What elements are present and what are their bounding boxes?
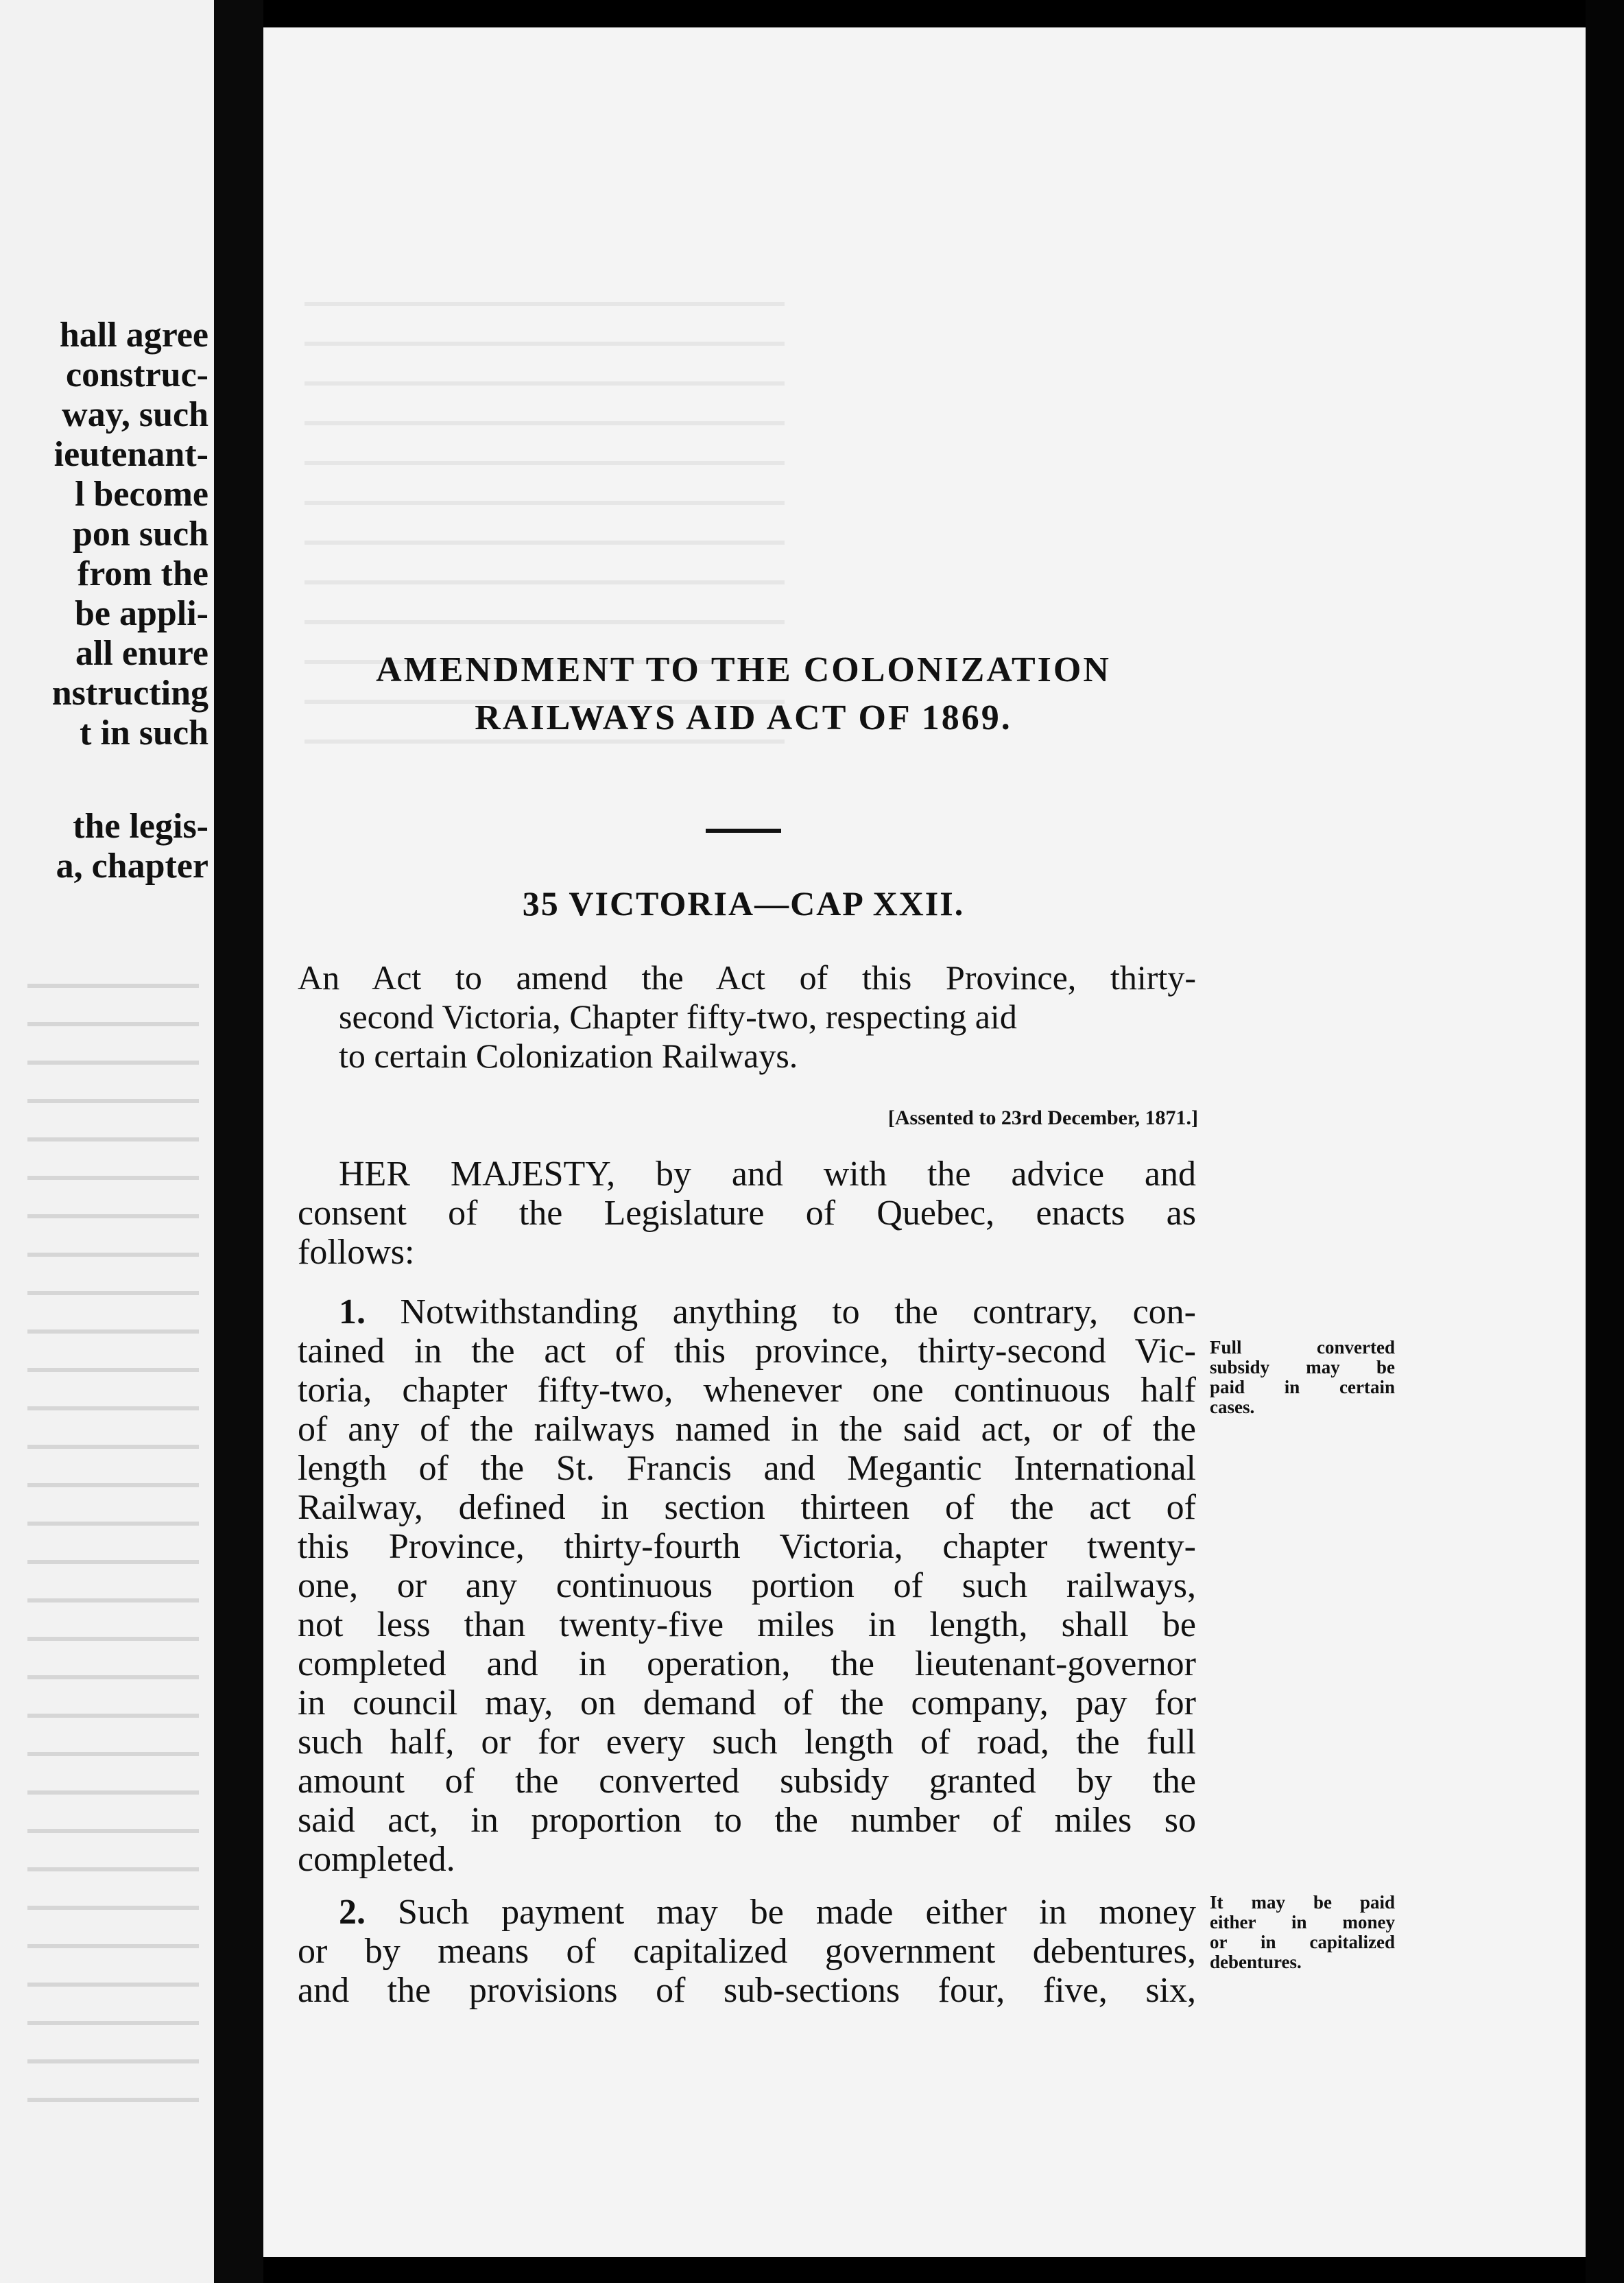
text-line: Notwithstanding anything to the contrary, con-	[400, 1292, 1197, 1332]
section-number: 2.	[339, 1893, 366, 1932]
text-line: length of the St. Francis and Megantic International	[298, 1449, 1196, 1488]
text-line: follows:	[298, 1233, 415, 1272]
assent-date: [Assented to 23rd December, 1871.]	[887, 1107, 1198, 1129]
text-line: to certain Colonization Railways.	[339, 1037, 798, 1075]
section-1-first-line	[298, 1292, 1196, 1332]
text-line: the legis-	[73, 807, 208, 846]
text-line: said act, in proportion to the number of miles so	[298, 1801, 1196, 1840]
text-line: An Act to amend the Act of this Province, thirty-	[298, 958, 1196, 997]
text-line: nstructing	[51, 674, 208, 713]
section-2-first-line	[298, 1893, 1196, 1932]
text-line: amount of the converted subsidy granted by the	[298, 1762, 1196, 1801]
section-2	[298, 1893, 1196, 2010]
facing-page-fragment-lower	[56, 807, 208, 886]
text-line: Full converted	[1210, 1337, 1395, 1358]
margin-note-1	[1210, 1338, 1395, 1417]
text-line: such half, or for every such length of road, the full	[298, 1723, 1196, 1762]
text-line: ieutenant-	[53, 435, 208, 474]
facing-page-fragment-upper	[52, 316, 208, 753]
section-number: 1.	[339, 1292, 366, 1332]
text-line: not less than twenty-five miles in length, shall be	[298, 1605, 1196, 1644]
text-line: HER MAJESTY, by and with the advice and	[339, 1155, 1196, 1194]
text-line: or in capitalized	[1210, 1932, 1395, 1952]
margin-note-2	[1210, 1893, 1395, 1972]
title-line-2: RAILWAYS AID ACT OF 1869.	[475, 698, 1012, 737]
text-line: in council may, on demand of the company, pay for	[298, 1683, 1196, 1723]
text-line: Such payment may be made either in money	[398, 1893, 1196, 1932]
text-line: a, chapter	[56, 847, 208, 886]
document-page	[263, 27, 1586, 2257]
text-line: all enure	[75, 634, 208, 673]
book-gutter	[214, 0, 263, 2283]
text-line: completed.	[298, 1840, 455, 1879]
scan-border-right	[1586, 0, 1624, 2283]
text-line: toria, chapter fifty-two, whenever one continuous half	[298, 1371, 1196, 1410]
text-line: either in money	[1210, 1912, 1395, 1932]
text-line: and the provisions of sub-sections four, five, six,	[298, 1971, 1196, 2010]
title-line-1: AMENDMENT TO THE COLONIZATION	[376, 650, 1111, 689]
text-line: construc-	[66, 355, 208, 394]
text-line: consent of the Legislature of Quebec, enacts as	[298, 1194, 1196, 1233]
text-line: second Victoria, Chapter fifty-two, respecting aid	[339, 997, 1017, 1036]
text-line: this Province, thirty-fourth Victoria, chapter twenty-	[298, 1527, 1196, 1566]
text-line: way, such	[62, 395, 208, 434]
faded-text-region	[27, 960, 199, 2127]
text-line: l become	[75, 475, 208, 514]
page-title	[263, 646, 1223, 742]
text-line: or by means of capitalized government debentures,	[298, 1932, 1196, 1971]
text-line: from the	[77, 554, 208, 593]
text-line: paid in certain	[1210, 1377, 1395, 1397]
text-line: cases.	[1210, 1397, 1255, 1417]
section-1	[298, 1292, 1196, 1879]
facing-page-left	[0, 0, 214, 2283]
text-line: Railway, defined in section thirteen of the act of	[298, 1488, 1196, 1527]
act-description	[298, 958, 1196, 1076]
text-line: pon such	[73, 514, 208, 554]
chapter-heading: 35 VICTORIA—CAP XXII.	[522, 884, 965, 923]
text-line: t in such	[80, 713, 208, 753]
text-line: one, or any continuous portion of such railways,	[298, 1566, 1196, 1605]
text-line: hall agree	[59, 316, 208, 355]
text-line: be appli-	[74, 594, 208, 633]
text-line: It may be paid	[1210, 1892, 1395, 1913]
text-line: completed and in operation, the lieutenant-governor	[298, 1644, 1196, 1683]
enacting-clause	[298, 1155, 1196, 1272]
text-line: debentures.	[1210, 1952, 1302, 1972]
text-line: of any of the railways named in the said act, or of the	[298, 1410, 1196, 1449]
text-line: tained in the act of this province, thirty-second Vic-	[298, 1332, 1196, 1371]
title-divider	[706, 829, 781, 833]
text-line: subsidy may be	[1210, 1357, 1395, 1377]
